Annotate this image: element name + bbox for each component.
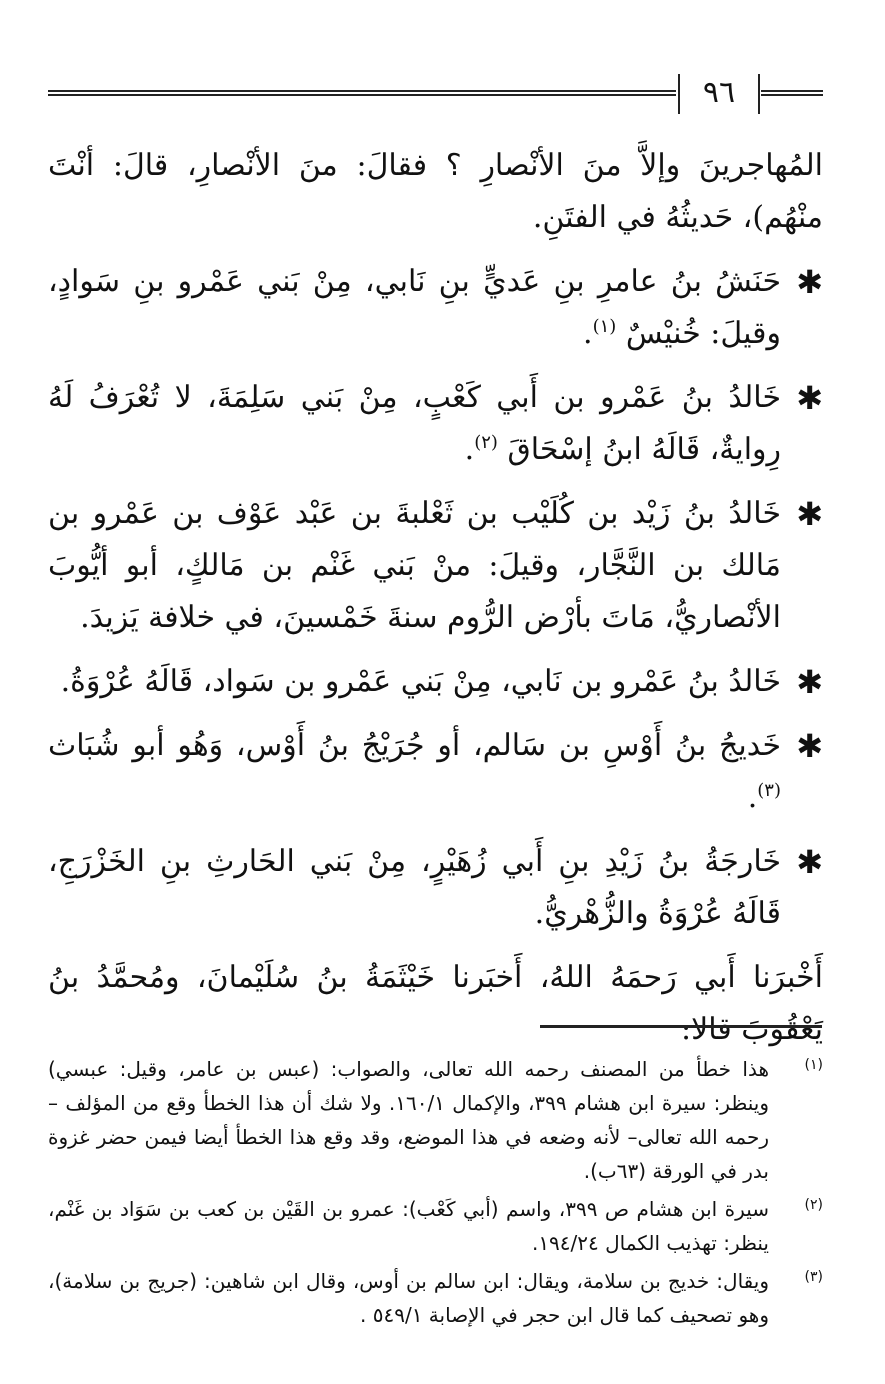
header-rule-long	[48, 90, 676, 96]
closing-paragraph: أَخْبرَنا أَبي رَحمَهُ اللهُ، أَخبَرنا خَيْثَمَةُ بنُ سُلَيْمانَ، ومُحمَّدُ بنُ يَعْقُوبَ قالا:	[48, 960, 823, 1047]
biography-entry	[48, 656, 823, 708]
footnote-ref: (٢)	[474, 432, 498, 453]
footnote-number: (٣)	[804, 1269, 823, 1285]
footnote-text: هذا خطأ من المصنف رحمه الله تعالى، والصواب: (عبس بن عامر، وقيل: عبسي) وينظر: سيرة ابن هشام ٣٩٩، والإكمال ١٦٠/١. ولا شك أن هذا الخطأ وقع من المؤلف –رحمه الله تعالى– لأنه وضعه في هذا الموضع، وقد وقع هذا الخطأ أيضا فيمن حضر غزوة بدر في الورقة (٦٣ب).	[48, 1057, 770, 1183]
header-rule-short	[761, 90, 823, 96]
footnote	[48, 1264, 823, 1332]
page-header	[48, 74, 823, 114]
asterisk-icon: ✱	[796, 727, 823, 765]
footnote	[48, 1192, 823, 1260]
page-number: ٩٦	[702, 75, 736, 110]
asterisk-icon: ✱	[796, 379, 823, 417]
footnote-text: سيرة ابن هشام ص ٣٩٩، واسم (أبي كَعْب): عمرو بن القَيْن بن كعب بن سَوَاد بن غَنْم، ينظر: تهذيب الكمال ١٩٤/٢٤.	[48, 1197, 769, 1255]
entry-text: حَنَشُ بنُ عامرِ بنِ عَديٍّ بنِ نَابي، مِنْ بَني عَمْرو بنِ سَوادٍ، وقيلَ: خُنيْسٌ	[48, 264, 781, 351]
asterisk-icon: ✱	[796, 495, 823, 533]
asterisk-icon: ✱	[796, 663, 823, 701]
footnote-ref: (٣)	[757, 780, 781, 801]
entry-text: خَالدُ بنُ عَمْرو بن نَابي، مِنْ بَني عَمْرو بن سَواد، قَالَهُ عُرْوَةُ.	[60, 664, 781, 699]
biography-entry	[48, 720, 823, 824]
asterisk-icon: ✱	[796, 843, 823, 881]
asterisk-icon: ✱	[796, 263, 823, 301]
footnote-text: ويقال: خديج بن سلامة، ويقال: ابن سالم بن أوس، وقال ابن شاهين: (جريج بن سلامة)، وهو تصحيف كما قال ابن حجر في الإصابة ٥٤٩/١ .	[48, 1269, 769, 1327]
entry-text: خَارجَةُ بنُ زَيْدِ بنِ أَبي زُهَيْرٍ، مِنْ بَني الحَارثِ بنِ الخَزْرَجِ، قَالَهُ عُرْوَةُ والزُّهْريُّ.	[48, 844, 781, 931]
header-divider	[678, 74, 680, 114]
entry-tail: .	[583, 316, 593, 351]
biography-entry	[48, 836, 823, 940]
footnote-number: (٢)	[804, 1197, 823, 1213]
entry-text: خَديجُ بنُ أَوْسِ بن سَالم، أو جُرَيْجُ بنُ أَوْس، وَهُو أبو شُبَاث	[48, 728, 781, 763]
entry-tail: .	[747, 780, 758, 815]
continuation-paragraph: المُهاجرينَ وإلاَّ منَ الأنْصارِ ؟ فقالَ: منَ الأنْصارِ، قالَ: أنْتَ منْهُم)، حَديثُهُ في الفتَنِ.	[48, 148, 823, 235]
entry-text: خَالدُ بنُ عَمْرو بن أَبي كَعْبٍ، مِنْ بَني سَلِمَةَ، لا تُعْرَفُ لَهُ رِوايةٌ، قَالَهُ ابنُ إسْحَاقَ	[48, 380, 781, 467]
biography-entry	[48, 488, 823, 644]
header-divider	[758, 74, 760, 114]
footnote-separator	[540, 1025, 822, 1028]
footnote	[48, 1052, 823, 1188]
footnote-ref: (١)	[592, 316, 617, 337]
main-text	[48, 140, 823, 1068]
entry-tail: .	[464, 432, 475, 467]
footnote-number: (١)	[804, 1057, 823, 1073]
biography-entry	[48, 256, 823, 360]
entry-text: خَالدُ بنُ زَيْد بن كُلَيْب بن ثَعْلبةَ بن عَبْد عَوْف بن عَمْرو بن مَالك بن النَّجَّار، وقيلَ: منْ بَني غَنْم بن مَالكٍ، أبو أيُّوبَ الأنْصاريُّ، مَاتَ بأرْض الرُّوم سنةَ خَمْسينَ، في خلافة يَزيدَ.	[48, 496, 781, 635]
footnotes	[48, 1052, 823, 1336]
biography-entry	[48, 372, 823, 476]
